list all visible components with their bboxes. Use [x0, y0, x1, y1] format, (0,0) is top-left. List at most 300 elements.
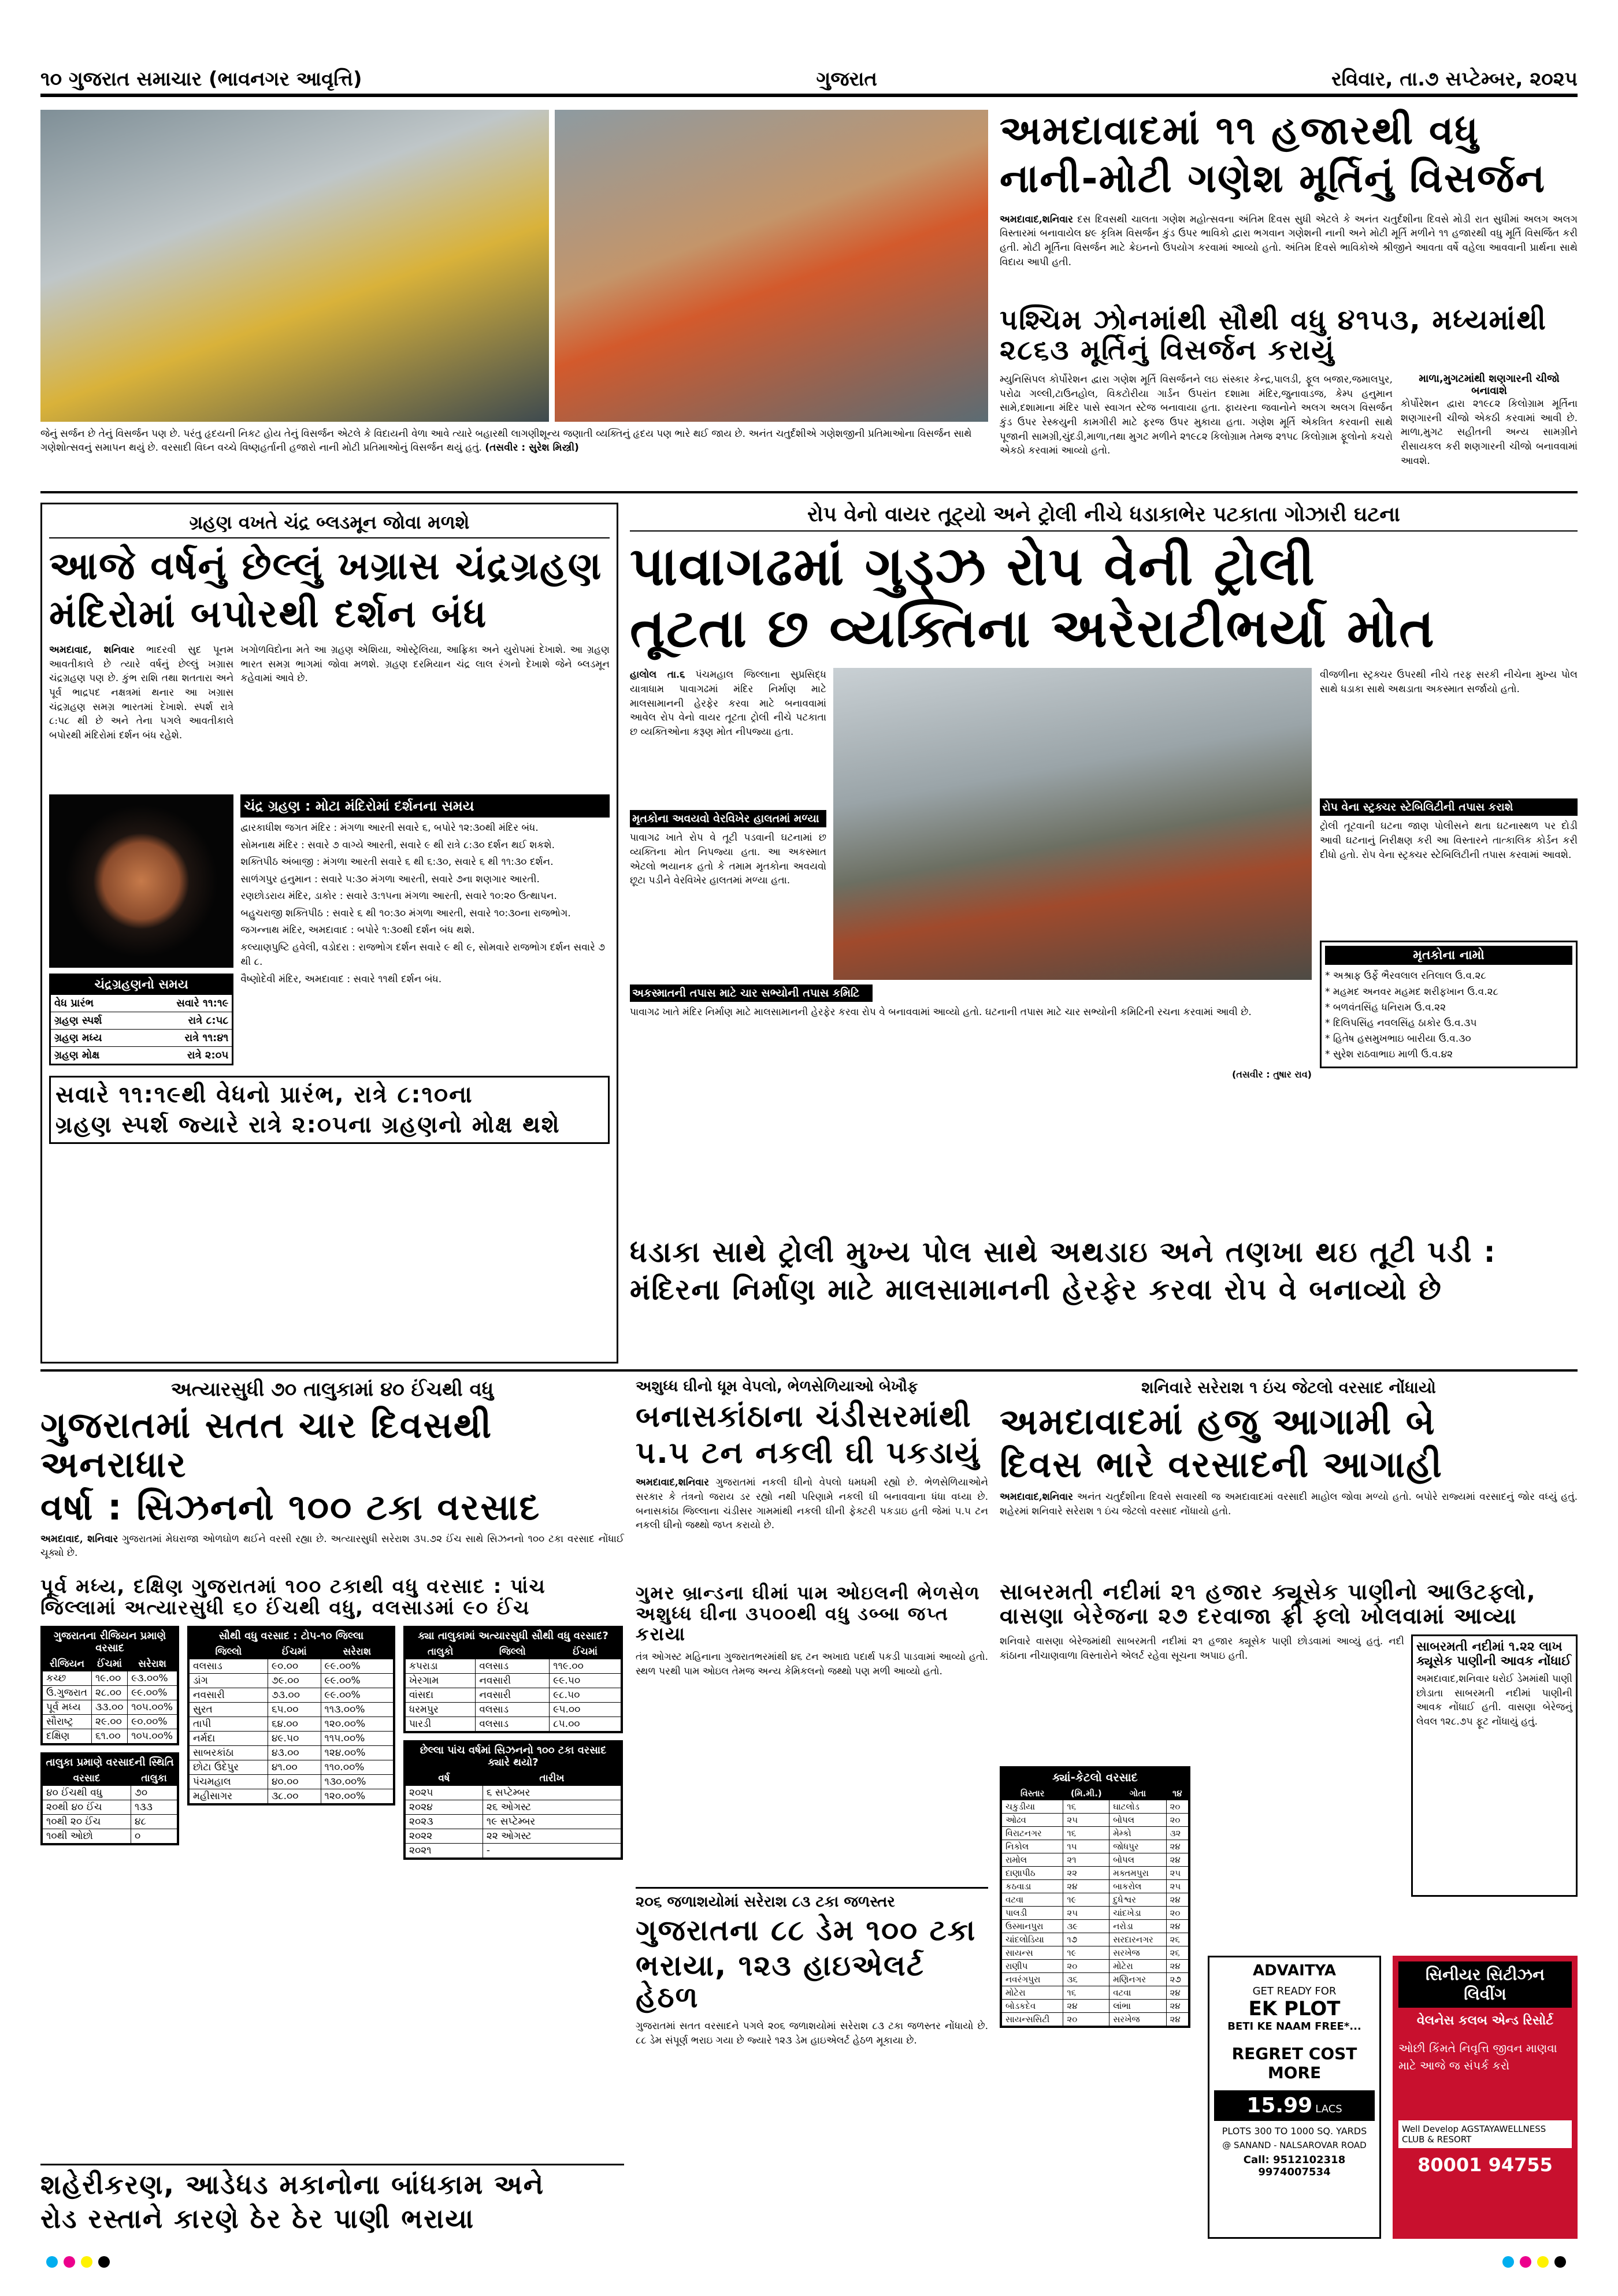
amd-rain-cell: ૨૪	[1166, 1853, 1188, 1866]
amd-rain-cell: ૧૬	[1063, 1986, 1109, 1999]
eclipse-timing-item: સોમનાથ મંદિર : સવારે ૭ વાગ્યે આરતી, સવારે ૯ થી રાત્રે ૮:૩૦ દર્શન થઈ શકશે.	[240, 839, 555, 851]
amd-rain-cell: ૨૪	[1063, 1999, 1109, 2012]
eclipse-body: અમદાવાદ, શનિવાર ભાદરવી સુદ પૂનમ આવતીકાલે છે ત્યારે વર્ષનું છેલ્લું ખગ્રાસ ચંદ્રગ્રહણ પણ છે. કુંભ રાશિ તથા શતતારા અને પૂર્વ ભાદ્રપદ નક્ષત્રમાં થનાર આ ખગ્રાસ ચંદ્રગ્રહણ સમગ્ર ભારતમાં દેખાશે. સ્પર્શ રાત્રે ૮:૫૮ થી છે અને તેના પગલે આવતીકાલે બપોરથી મંદિરોમાં દર્શન બંધ રહેશે.	[49, 644, 234, 742]
pavagadh-photo-credit: (તસવીર : તુષાર રાવ)	[1231, 1069, 1312, 1080]
amd-rain-cell: ૧૬	[1063, 1826, 1109, 1840]
yellow-dot	[81, 2256, 92, 2268]
ahmedabad-rain-table-title: ક્યાં-કેટલો વરસાદ	[1001, 1768, 1189, 1786]
district-cell: ૭૯.૦૦	[268, 1674, 321, 1688]
region-row	[43, 1729, 177, 1744]
district-cell: છોટા ઉદેપુર	[190, 1760, 268, 1775]
amd-rain-row	[1002, 1986, 1189, 1999]
ganesh-photos	[40, 110, 988, 422]
eclipse-timing-item: રણછોડરાય મંદિર, ડાકોર : સવારે ૩:૧૫ના મંગળા આરતી, સવારે ૧૦:૨૦ ઉત્થાપન.	[240, 890, 557, 902]
amd-rain-cell: ૩૬	[1063, 1972, 1109, 1986]
pavagadh-story	[630, 503, 1578, 1364]
ganesh-headline-2: નાની-મોટી ગણેશ મૂર્તિનું વિસર્જન	[1000, 155, 1546, 202]
rain-taluka-table	[40, 1752, 179, 1845]
victim-name: * સુરેશ રાઠવાભાઇ માળી ઉ.વ.૪૨	[1325, 1049, 1453, 1061]
amd-rain-row	[1002, 1999, 1189, 2012]
amd-rain-cell: મોટેરા	[1109, 1959, 1166, 1972]
district-cell: ૯૯.૦૦%	[321, 1674, 393, 1688]
taluka-top-cell: ખેરગામ	[406, 1674, 476, 1688]
amd-rain-cell: ૨૫	[1063, 1813, 1109, 1826]
amd-rain-row	[1002, 1813, 1189, 1826]
district-header: સરેરાશ	[321, 1645, 393, 1659]
eclipse-schedule-row	[51, 1046, 232, 1064]
ahmedabad-rain-subhead: સાબરમતી નદીમાં ૨૧ હજાર ક્યૂસેક પાણીનો આઉટફ્લો, વાસણા બેરેજના ૨૭ દરવાજા ફ્રી ફ્લો ખોલવામાં આવ્યા	[1000, 1579, 1537, 1629]
amd-rain-cell: કઠવાડા	[1002, 1879, 1063, 1893]
section-title: ગુજરાત	[816, 68, 877, 91]
region-cell: ૯૦.૦૦%	[128, 1715, 177, 1729]
ganesh-body-2: મ્યુનિસિપલ કોર્પોરેશન દ્વારા ગણેશ મૂર્તિ વિસર્જનને લઇ સંસ્કાર કેન્દ્ર,પાલડી, ફૂલ બજાર,જમાલપુર, પરોઢા ગલ્લી,ટાઉનહોલ, વિકટોરીયા ગાર્ડન ઉપરાંત દશામા મંદિર,જુનાવાડજ, કેમ્પ હનુમાન સામે,દશામાના મંદિર પાસે સ્વાગત સ્ટેજ બનાવાયા હતા. ફાયરના જવાનોને અલગ અલગ વિસર્જન કુંડ ઉપર રેસ્કયુની કામગીરી માટે ફરજ ઉપર મુકાયા હતા. ગણેશ મૂર્તિ એકત્રિત કરવાની સાથે પૂજાની સામગ્રી,ચુંદડી,માળા,તથા મુગટ મળીને ૨૧૯૮૨ કિલોગ્રામ તેમજ ૨૧૫૮ કિલોગ્રામ ફૂલોનો કચરો એકઠો કરવામાં આવ્યો હતો.	[1000, 374, 1393, 457]
cyan-dot	[1502, 2256, 1514, 2268]
amd-rain-cell: સાયન્સ	[1002, 1946, 1063, 1959]
amd-rain-row	[1002, 1800, 1189, 1813]
history-header-row	[406, 1771, 621, 1786]
victim-name: * બળવંતસિંહ ધનિરામ ઉ.વ.૨૨	[1325, 1001, 1446, 1013]
amd-rain-cell: લાંભા	[1109, 1999, 1166, 2012]
rain-body: અમદાવાદ, શનિવાર ગુજરાતમાં મેઘરાજા ઓળઘોળ થઈને વરસી રહ્યા છે. અત્યારસુધી સરેરાશ ૩૫.૭૨ ઈંચ સાથે સિઝનનો ૧૦૦ ટકા વરસાદ નોંધાઈ ચૂક્યો છે.	[40, 1533, 624, 1559]
plot-ad-line-3: BETI KE NAAM FREE*...	[1227, 2020, 1361, 2033]
district-cell: ૧૧૫.૦૦%	[321, 1732, 393, 1746]
amd-rain-cell: ૨૦	[1166, 1906, 1188, 1919]
district-cell: નર્મદા	[190, 1732, 268, 1746]
plot-ad-phone: Call: 9512102318 9974007534	[1243, 2154, 1346, 2178]
eclipse-schedule-row	[51, 1012, 232, 1029]
rain-history-title: છેલ્લા પાંચ વર્ષમાં સિઝનનો ૧૦૦ ટકા વરસાદ ક્યારે થયો?	[405, 1742, 621, 1771]
amd-rain-cell: નવરંગપુરા	[1002, 1972, 1063, 1986]
eclipse-schedule-row	[51, 1029, 232, 1046]
ahmedabad-rain-kicker: શનિવારે સરેરાશ ૧ ઇંચ જેટલો વરસાદ નોંધાયો	[1141, 1378, 1436, 1397]
amd-rain-row	[1002, 1972, 1189, 1986]
eclipse-schedule-title: ચંદ્રગ્રહણનો સમય	[51, 975, 232, 994]
district-cell: ૬૫.૦૦	[268, 1703, 321, 1717]
amd-rain-cell: ઉસ્માનપુરા	[1002, 1919, 1063, 1933]
amd-rain-row	[1002, 1919, 1189, 1933]
history-row	[406, 1844, 621, 1858]
amd-rain-cell: ૨૭	[1166, 1972, 1188, 1986]
ghee-headline-2: ૫.૫ ટન નકલી ઘી પકડાયું	[636, 1436, 981, 1471]
history-cell: ૨૦૨૨	[406, 1829, 483, 1844]
history-cell: ૨૦૨૩	[406, 1815, 483, 1829]
region-cell: ઉ.ગુજરાત	[43, 1686, 92, 1700]
eclipse-schedule-value: રાત્રે ૧૧:૪૧	[184, 1032, 229, 1045]
region-cell: ૯૩.૦૦%	[128, 1671, 177, 1686]
taluka-cell: ૪૦ ઈંચથી વધુ	[43, 1786, 131, 1800]
amd-rain-cell: બોપલ	[1109, 1853, 1166, 1866]
resort-ad-phone: 80001 94755	[1417, 2154, 1553, 2176]
district-header-row	[190, 1645, 394, 1659]
taluka-top-row	[406, 1703, 621, 1717]
district-cell: ૪૯.૫૦	[268, 1732, 321, 1746]
eclipse-timing-item: કલ્યાણપુષ્ટિ હવેલી, વડોદરા : રાજભોગ દર્શન સવારે ૯ થી ૯, સોમવારે રાજભોગ દર્શન સવારે ૭ થી ૮.	[240, 941, 606, 968]
region-row	[43, 1715, 177, 1729]
region-cell: દક્ષિણ	[43, 1729, 92, 1744]
taluka-cell: ૧૦થી ૨૦ ઈંચ	[43, 1815, 131, 1829]
amd-rain-row	[1002, 1946, 1189, 1959]
amd-rain-cell: સાયન્સસિટી	[1002, 2012, 1063, 2026]
pavagadh-body-3: પાવાગઢ ખાતે મંદિર નિર્માણ માટે માલસામાનની હેરફેર કરવા રોપ વે બનાવવામાં આવ્યો હતો. ઘટનાની તપાસ માટે ચાર સભ્યોની કમિટિની રચના કરવામાં આવી છે.	[630, 1006, 1252, 1019]
magenta-dot	[64, 2256, 75, 2268]
taluka-top-cell: કપરાડા	[406, 1659, 476, 1674]
amd-rain-cell: ૨૪	[1166, 1893, 1188, 1906]
amd-rain-cell: વિરાટનગર	[1002, 1826, 1063, 1840]
ahmedabad-rain-headline-2: દિવસ ભારે વરસાદની આગાહી	[1000, 1443, 1443, 1486]
amd-rain-cell: ૧૯	[1063, 1893, 1109, 1906]
district-cell: ૧૨૪.૦૦%	[321, 1746, 393, 1760]
ganesh-photo-caption: જેનું સર્જન છે તેનું વિસર્જન પણ છે. પરંતુ હૃદયની નિકટ હોય તેનું વિસર્જન એટલે કે વિદાયની વેળા આવે ત્યારે બહારથી લાગણીશૂન્ય જણાતી વ્યક્તિનું હૃદય પણ ભારે થઈ જાય છે. અનંત ચતુર્દશીએ ગણેશજીની પ્રતિમાઓના વિસર્જન સાથે ગણેશોત્સવનું સમાપન થયું છે. વરસાદી વિઘ્ન વચ્ચે વિષ્ણહર્તાની હજારો નાની મોટી પ્રતિમાઓનું વિસર્જન થયું હતું. (તસવીર : સુરેશ મિસ્ત્રી)	[40, 428, 972, 454]
history-cell: ૨૦૨૪	[406, 1800, 483, 1815]
history-cell: ૧૯ સપ્ટેમ્બર	[483, 1815, 621, 1829]
amd-rain-cell: રામોલ	[1002, 1853, 1063, 1866]
taluka-cell: ૭૦	[131, 1786, 177, 1800]
rain-region-title: ગુજરાતના રીજિયન પ્રમાણે વરસાદ	[42, 1628, 177, 1656]
dam-headline-1: ગુજરાતના ૮૮ ડેમ ૧૦૦ ટકા	[636, 1913, 977, 1947]
pavagadh-subhead-2: અકસ્માતની તપાસ માટે ચાર સભ્યોની તપાસ કમિટિ	[630, 984, 873, 1002]
taluka-cell: ૧૩૩	[131, 1800, 177, 1815]
rain-headline-1: ગુજરાતમાં સતત ચાર દિવસથી અનરાધાર	[40, 1404, 493, 1486]
page-header	[40, 65, 1578, 97]
taluka-top-row	[406, 1688, 621, 1703]
plot-ad[interactable]	[1208, 1956, 1381, 2239]
eclipse-body-2: ખગોળવિદોના મતે આ ગ્રહણ એશિયા, ઓસ્ટ્રેલિયા, આફ્રિકા અને યુરોપમાં દેખાશે. આ ગ્રહણ ભારત સમગ્ર ભાગમાં જોવા મળશે. ગ્રહણ દરમિયાન ચંદ્ર લાલ રંગનો દેખાશે જેને બ્લડમૂન કહેવામાં આવે છે.	[240, 644, 610, 685]
issue-date: રવિવાર, તા.૭ સપ્ટેમ્બર, ૨૦૨૫	[1331, 68, 1578, 91]
amd-rain-row	[1002, 1866, 1189, 1879]
taluka-top-row	[406, 1717, 621, 1732]
pavagadh-side-body: વીજળીના સ્ટ્રક્ચર ઉપરથી નીચે તરફ સરકી નીચેના મુખ્ય પોલ સાથે ધડાકા સાથે અથડાતા અકસ્માત સર્જાયો હતો.	[1320, 669, 1578, 696]
eclipse-schedule-label: ગ્રહણ સ્પર્શ	[54, 1015, 102, 1027]
ganesh-subhead: પશ્ચિમ ઝોનમાંથી સૌથી વધુ ૪૧૫૩, મધ્યમાંથી ૨૮૬૩ મૂર્તિનું વિસર્જન કરાયું	[1000, 303, 1547, 367]
taluka-row	[43, 1829, 177, 1844]
taluka-top-cell: નવસારી	[476, 1688, 550, 1703]
district-row	[190, 1717, 394, 1732]
rain-taluka-title: તાલુકા પ્રમાણે વરસાદની સ્થિતિ	[42, 1754, 177, 1771]
amd-rain-cell: ચાંદલોડિયા	[1002, 1933, 1063, 1946]
region-cell: પૂર્વ મધ્ય	[43, 1700, 92, 1715]
ghee-body: અમદાવાદ,શનિવાર ગુજરાતમાં નકલી ઘીનો વેપલો ધમધમી રહ્યો છે. ભેળસેળિયાઓને સરકાર કે તંત્રનો જરાય ડર રહ્યો નથી પરિણામે નકલી ઘી બનાવવાના ધંધા વધ્યા છે. બનાસકાંઠા જિલ્લાના ચંડીસર ગામમાંથી નકલી ઘીની ફેક્ટરી પકડાઇ હતી જેમાં ૫.૫ ટન નકલી ઘીનો જથ્થો જપ્ત કરાયો છે.	[636, 1477, 988, 1532]
amd-rain-cell: ૨૦	[1063, 2012, 1109, 2026]
pavagadh-side-body-2: ટ્રોલી તૂટવાની ઘટના જાણ પોલીસને થતા ઘટનાસ્થળ પર દોડી આવી ઘટનાનું નિરીક્ષણ કરી આ વિસ્તારને તાત્કાલિક કોર્ડન કરી દીધો હતો. રોપ વેના સ્ટ્રક્ચર સ્ટેબિલિટીની તપાસ કરવામાં આવશે.	[1320, 820, 1578, 861]
eclipse-timing-item: વૈષ્ણોદેવી મંદિર, અમદાવાદ : સવારે ૧૧થી દર્શન બંધ.	[240, 973, 442, 985]
history-row	[406, 1786, 621, 1800]
amd-rain-row	[1002, 1826, 1189, 1840]
amd-rain-cell: ૨૪	[1166, 2012, 1188, 2026]
taluka-cell: ૦	[131, 1829, 177, 1844]
dam-kicker: ૨૦૬ જળાશયોમાં સરેરાશ ૮૩ ટકા જળસ્તર	[636, 1893, 895, 1911]
eclipse-timings-title: ચંદ્ર ગ્રહણ : મોટા મંદિરોમાં દર્શનના સમય	[240, 794, 610, 818]
region-cell: ૧૦૫.૦૦%	[128, 1700, 177, 1715]
amd-rain-header: વિસ્તાર	[1002, 1786, 1063, 1800]
district-cell: ૧૨૦.૦૦%	[321, 1717, 393, 1732]
district-cell: પંચમહાલ	[190, 1775, 268, 1789]
taluka-top-cell: વલસાડ	[476, 1717, 550, 1732]
ghee-body-2: તંત્ર ઓગસ્ટ મહિનાના ગુજરાતભરમાંથી ૪૬ ટન અખાદ્ય પદાર્થ પકડી પાડવામાં આવ્યો હતો. સ્થળ પરથી પામ ઓઇલ તેમજ અન્ય કેમિકલનો જથ્થો પણ મળી આવ્યો હતો.	[636, 1651, 988, 1677]
eclipse-schedule-label: ગ્રહણ મોક્ષ	[54, 1049, 100, 1062]
amd-rain-cell: બાકરોલ	[1109, 1879, 1166, 1893]
amd-rain-cell: ચાંદખેડા	[1109, 1906, 1166, 1919]
resort-ad[interactable]	[1393, 1956, 1578, 2239]
victim-name: * દિલિપસિંહ નવલસિંહ ઠાકોર ઉ.વ.૩૫	[1325, 1017, 1477, 1029]
district-row	[190, 1688, 394, 1703]
pavagadh-headline-1: પાવાગઢમાં ગુડ્ઝ રોપ વેની ટ્રોલી	[630, 536, 1316, 597]
black-dot	[1554, 2256, 1566, 2268]
plot-ad-plots: PLOTS 300 TO 1000 SQ. YARDS	[1222, 2126, 1367, 2137]
amd-rain-cell: ૨૬	[1166, 1946, 1188, 1959]
district-row	[190, 1775, 394, 1789]
ahmedabad-rain-headline-1: અમદાવાદમાં હજુ આગામી બે	[1000, 1400, 1436, 1443]
ahmedabad-rain-story	[1000, 1378, 1578, 2245]
taluka-top-cell: ધરમપુર	[406, 1703, 476, 1717]
ghee-headline-1: બનાસકાંઠાના ચંડીસરમાંથી	[636, 1399, 972, 1434]
ganesh-photo-crane	[40, 110, 549, 422]
district-row	[190, 1674, 394, 1688]
eclipse-schedule-value: રાત્રે ૮:૫૮	[188, 1015, 229, 1027]
region-header: ઈંચમાં	[91, 1657, 127, 1671]
ahmedabad-rain-sidebox	[1411, 1634, 1578, 1897]
amd-rain-cell: બોપલ	[1109, 1813, 1166, 1826]
district-row	[190, 1659, 394, 1674]
amd-rain-row	[1002, 2012, 1189, 2026]
ghee-story	[636, 1378, 988, 2245]
rain-banner-2: રોડ રસ્તાને કારણે ઠેર ઠેર પાણી ભરાયા	[40, 2202, 475, 2234]
district-row	[190, 1746, 394, 1760]
taluka-top-header: જિલ્લો	[476, 1645, 550, 1659]
district-cell: ડાંગ	[190, 1674, 268, 1688]
ganesh-sidebox-body: કોર્પોરેશન દ્વારા ૨૧૯૮૨ કિલોગ્રામ મૂર્તિના શણગારની ચીજો એકઠી કરવામાં આવી છે. માળા,મુગટ સહીતની અન્ય સામગ્રીને રીસાયકલ કરી શણગારની ચીજો બનાવવામાં આવશે.	[1401, 398, 1578, 467]
amd-rain-cell: ૨૧	[1063, 1853, 1109, 1866]
district-cell: મહીસાગર	[190, 1789, 268, 1804]
eclipse-timing-item: જગન્નાથ મંદિર, અમદાવાદ : બપોરે ૧:૩૦થી દર્શન બંધ થશે.	[240, 924, 475, 937]
amd-rain-cell: દાણાપીઠ	[1002, 1866, 1063, 1879]
magenta-dot	[1520, 2256, 1531, 2268]
amd-rain-cell: ૨૪	[1063, 1879, 1109, 1893]
region-cell: સૌરાષ્ટ્ર	[43, 1715, 92, 1729]
district-cell: ૯૯.૦૦%	[321, 1659, 393, 1674]
taluka-top-header: ઈંચમાં	[550, 1645, 621, 1659]
eclipse-timing-item: બહુચરાજી શક્તિપીઠ : સવારે ૬ થી ૧૦:૩૦ મંગળા આરતી, સવારે ૧૦:૩૦ના રાજભોગ.	[240, 907, 571, 919]
ahmedabad-rain-sidebox-title: સાબરમતી નદીમાં ૧.૨૨ લાખ ક્યૂસેક પાણીની આવક નોંધાઈ	[1416, 1639, 1572, 1669]
history-row	[406, 1800, 621, 1815]
district-cell: ૪૩.૦૦	[268, 1746, 321, 1760]
taluka-top-cell: વાંસદા	[406, 1688, 476, 1703]
amd-rain-cell: ૨૦	[1166, 1800, 1188, 1813]
ganesh-photo-crowd	[555, 110, 988, 422]
amd-rain-cell: ૨૪	[1166, 1999, 1188, 2012]
eclipse-headline-2: મંદિરોમાં બપોરથી દર્શન બંધ	[49, 591, 488, 636]
ganesh-photo-credit: (તસવીર : સુરેશ મિસ્ત્રી)	[485, 441, 579, 454]
district-cell: તાપી	[190, 1717, 268, 1732]
yellow-dot	[1537, 2256, 1549, 2268]
eclipse-headline-1: આજે વર્ષનું છેલ્લું ખગ્રાસ ચંદ્રગ્રહણ	[49, 544, 603, 588]
amd-rain-cell: ૧૫	[1063, 1840, 1109, 1853]
pavagadh-victims-title: મૃતકોના નામો	[1325, 946, 1572, 965]
region-header-row	[43, 1657, 177, 1671]
history-cell: ૬ સપ્ટેમ્બર	[483, 1786, 621, 1800]
amd-rain-header: (મિ.મી.)	[1063, 1786, 1109, 1800]
district-header: ઈંચમાં	[268, 1645, 321, 1659]
district-row	[190, 1732, 394, 1746]
amd-rain-cell: ચકુડીયા	[1002, 1800, 1063, 1813]
taluka-row	[43, 1786, 177, 1800]
amd-rain-row	[1002, 1959, 1189, 1972]
ghee-subhead: ગુમર બ્રાન્ડના ઘીમાં પામ ઓઇલની ભેળસેળ અશુધ્ધ ઘીના ૩૫૦૦થી વધુ ડબ્બા જપ્ત કરાયા	[636, 1582, 981, 1645]
history-cell: ૨૦૨૧	[406, 1844, 483, 1858]
black-dot	[98, 2256, 110, 2268]
amd-rain-row	[1002, 1840, 1189, 1853]
rain-taluka-top-title: ક્યા તાલુકામાં અત્યારસુધી સૌથી વધુ વરસાદ?	[405, 1628, 621, 1644]
amd-rain-cell: ૨૪	[1166, 1986, 1188, 1999]
district-cell: ૧૧૩.૦૦%	[321, 1703, 393, 1717]
ahmedabad-rain-body: અમદાવાદ,શનિવાર અનંત ચતુર્દશીના દિવસે સવારથી જ અમદાવાદમાં વરસાદી માહોલ જોવા મળ્યો હતો. બપોરે રાજ્યમાં વરસાદનું જોર વધ્યું હતું. શહેરમાં શનિવારે સરેરાશ ૧ ઇંચ જેટલો વરસાદ નોંધાયો હતો.	[1000, 1491, 1578, 1518]
taluka-top-cell: વલસાડ	[476, 1659, 550, 1674]
pavagadh-body-2: પાવાગઢ ખાતે રોપ વે તૂટી પડવાની ઘટનામાં છ વ્યક્તિના મોત નિપજ્યા હતા. આ અકસ્માત એટલો ભયાનક હતો કે તમામ મૃતકોના અવયવો છૂટા પડીને વેરવિખેર હાલતમાં મળ્યા હતા.	[630, 832, 826, 887]
resort-ad-footer: Well Develop AGSTAYAWELLNESS CLUB & RESORT	[1398, 2120, 1572, 2148]
eclipse-timings	[240, 794, 610, 1065]
history-cell: ૨૨ ઓગસ્ટ	[483, 1829, 621, 1844]
district-cell: ૯૯.૦૦%	[321, 1688, 393, 1703]
district-cell: વલસાડ	[190, 1659, 268, 1674]
resort-ad-sub: વેલનેસ કલબ એન્ડ રિસોર્ટ	[1416, 2013, 1554, 2028]
dam-body: ગુજરાતમાં સતત વરસાદને પગલે ૨૦૬ જળાશયોમાં સરેરાશ ૮૩ ટકા જળસ્તર નોંધાયો છે. ૮૮ ડેમ સંપૂર્ણ ભરાઇ ગયા છે જ્યારે ૧૨૩ ડેમ હાઇએલર્ટ હેઠળ મૂકાયા છે.	[636, 2020, 988, 2046]
taluka-top-cell: ૯૫.૦૦	[550, 1703, 621, 1717]
district-cell: ૪૦.૦૦	[268, 1775, 321, 1789]
amd-rain-cell: મોટેરા	[1002, 1986, 1063, 1999]
pavagadh-subhead-1: મૃતકોના અવયવો વેરવિખેર હાલતમાં મળ્યા	[630, 810, 826, 827]
history-row	[406, 1815, 621, 1829]
amd-rain-cell: પાલડી	[1002, 1906, 1063, 1919]
amd-rain-cell: ૧૯	[1063, 1946, 1109, 1959]
ahmedabad-rain-sidebox-body: અમદાવાદ,શનિવાર ધરોઈ ડેમમાંથી પાણી છોડાતા સાબરમતી નદીમાં પાણીની આવક નોંધાઈ હતી. વાસણા બેરેજનું લેવલ ૧૨૮.૭૫ ફૂટ નોંધાયું હતું.	[1416, 1673, 1572, 1727]
amd-rain-cell: મણિનગર	[1109, 1972, 1166, 1986]
amd-rain-cell: ૨૪	[1166, 1919, 1188, 1933]
ghee-kicker: અશુધ્ધ ઘીનો ધૂમ વેપલો, ભેળસેળિયાઓ બેખૌફ	[636, 1378, 918, 1395]
eclipse-schedule-value: રાત્રે ૨:૦૫	[187, 1049, 229, 1062]
history-row	[406, 1829, 621, 1844]
taluka-cell: ૧૦થી ઓછો	[43, 1829, 131, 1844]
eclipse-timing-item: સાળંગપુર હનુમાન : સવારે ૫:૩૦ મંગળા આરતી, સવારે ૭ના શણગાર આરતી.	[240, 873, 540, 885]
district-cell: નવસારી	[190, 1688, 268, 1703]
amd-rain-cell: ઘાટલોડ	[1109, 1800, 1166, 1813]
amd-rain-cell: ૨૫	[1166, 1879, 1188, 1893]
amd-rain-cell: ૧૭	[1063, 1933, 1109, 1946]
district-cell: ૭૩.૦૦	[268, 1688, 321, 1703]
pavagadh-photo	[833, 668, 1312, 980]
region-row	[43, 1700, 177, 1715]
region-row	[43, 1686, 177, 1700]
pavagadh-kicker: રોપ વેનો વાયર તૂટ્યો અને ટ્રોલી નીચે ધડાકાભેર પટકાતા ગોઝારી ઘટના	[630, 503, 1578, 532]
rain-kicker: અત્યારસુધી ૭૦ તાલુકામાં ૪૦ ઈંચથી વધુ	[170, 1378, 494, 1401]
plot-ad-line-4: REGRET COST MORE	[1231, 2044, 1357, 2082]
amd-rain-row	[1002, 1853, 1189, 1866]
amd-rain-row	[1002, 1906, 1189, 1919]
plot-ad-line-2: EK PLOT	[1248, 1997, 1341, 2020]
region-cell: કચ્છ	[43, 1671, 92, 1686]
plot-ad-location: @ SANAND - NALSAROVAR ROAD	[1222, 2140, 1367, 2150]
amd-rain-cell: રાણીપ	[1002, 1959, 1063, 1972]
taluka-top-header: તાલુકો	[406, 1645, 476, 1659]
victim-name: * હિતેષ હસમુખભાઇ બારીયા ઉ.વ.૩૦	[1325, 1033, 1471, 1045]
taluka-header: તાલુકા	[131, 1771, 177, 1786]
eclipse-timing-item: દ્વારકાધીશ જગત મંદિર : મંગળા આરતી સવારે ૬, બપોરે ૧૨:૩૦થી મંદિર બંધ.	[240, 822, 539, 834]
eclipse-kicker: ગ્રહણ વખતે ચંદ્ર બ્લડમૂન જોવા મળશે	[49, 511, 610, 538]
district-cell: સાબરકાંઠા	[190, 1746, 268, 1760]
district-cell: ૬૪.૦૦	[268, 1717, 321, 1732]
amd-rain-cell: ૨૦	[1063, 1959, 1109, 1972]
region-cell: ૨૯.૦૦	[91, 1715, 127, 1729]
district-cell: ૧૩૦.૦૦%	[321, 1775, 393, 1789]
taluka-top-cell: ૯૯.૫૦	[550, 1674, 621, 1688]
district-cell: સુરત	[190, 1703, 268, 1717]
region-cell: ૯૯.૦૦%	[128, 1686, 177, 1700]
amd-rain-cell: દુધેશ્વર	[1109, 1893, 1166, 1906]
history-header: તારીખ	[483, 1771, 621, 1786]
rain-history-table	[403, 1740, 623, 1860]
amd-rain-row	[1002, 1933, 1189, 1946]
ganesh-story	[1000, 110, 1578, 485]
resort-ad-title: સિનીયર સિટીઝન લિવીંગ	[1398, 1961, 1572, 2008]
region-cell: ૨૮.૦૦	[91, 1686, 127, 1700]
history-cell: -	[483, 1844, 621, 1858]
amd-rain-header-row	[1002, 1786, 1189, 1800]
pavagadh-banner-2: મંદિરના નિર્માણ માટે માલસામાનની હેરફેર કરવા રોપ વે બનાવ્યો છે	[630, 1273, 1442, 1306]
ganesh-sidebox	[1401, 373, 1578, 467]
amd-rain-cell: બોડકદેવ	[1002, 1999, 1063, 2012]
amd-rain-cell: ૨૦	[1166, 1813, 1188, 1826]
amd-rain-cell: મક્તમપુરા	[1109, 1866, 1166, 1879]
district-cell: ૧૧૦.૦૦%	[321, 1760, 393, 1775]
pavagadh-body: હાલોલ તા.૬ પંચમહાલ જિલ્લાના સુપ્રસિદ્ધ યાત્રાધામ પાવાગઢમાં મંદિર નિર્માણ માટે માલસામાનની હેરફેર કરવા માટે બનાવવામાં આવેલ રોપ વેનો વાયર તૂટતા ટ્રોલી નીચે પટકાતા છ વ્યક્તિઓના કરૂણ મોત નીપજ્યા હતા.	[630, 669, 826, 738]
region-header: રીજિયન	[43, 1657, 92, 1671]
region-cell: ૩૩.૦૦	[91, 1700, 127, 1715]
divider	[40, 491, 1578, 493]
pavagadh-victims	[1320, 941, 1578, 1068]
amd-rain-cell: સરખેજ	[1109, 2012, 1166, 2026]
district-header: જિલ્લો	[190, 1645, 268, 1659]
amd-rain-cell: ૧૬	[1063, 1800, 1109, 1813]
victim-name: * મહમદ અનવર મહમદ શરીફખાન ઉ.વ.૨૮	[1325, 986, 1498, 998]
rain-subhead: પૂર્વ મધ્ય, દક્ષિણ ગુજરાતમાં ૧૦૦ ટકાથી વધુ વરસાદ : પાંચ જિલ્લામાં અત્યારસુધી ૬૦ ઈંચથી વધુ, વલસાડમાં ૯૦ ઈંચ	[40, 1574, 546, 1619]
taluka-cell: ૪૮	[131, 1815, 177, 1829]
amd-rain-cell: વટવા	[1109, 1986, 1166, 1999]
taluka-header-row	[43, 1771, 177, 1786]
eclipse-schedule	[49, 974, 233, 1065]
amd-rain-cell: નિકોલ	[1002, 1840, 1063, 1853]
taluka-cell: ૨૦થી ૪૦ ઈંચ	[43, 1800, 131, 1815]
amd-rain-cell: વટવા	[1002, 1893, 1063, 1906]
eclipse-schedule-row	[51, 994, 232, 1012]
district-row	[190, 1703, 394, 1717]
amd-rain-cell: સરખેજ	[1109, 1946, 1166, 1959]
pavagadh-banner-1: ધડાકા સાથે ટ્રોલી મુખ્ય પોલ સાથે અથડાઇ અને તણખા થઇ તૂટી પડી :	[630, 1235, 1497, 1269]
pavagadh-headline-2: તૂટતા છ વ્યક્તિના અરેરાટીભર્યા મોત	[630, 597, 1435, 660]
amd-rain-cell: મેમ્કો	[1109, 1826, 1166, 1840]
taluka-top-row	[406, 1659, 621, 1674]
divider	[40, 1369, 1578, 1372]
rain-story	[40, 1378, 624, 2245]
rain-taluka-top-table	[403, 1626, 623, 1733]
plot-ad-price: 15.99 LACS	[1214, 2090, 1375, 2121]
rain-region-table	[40, 1626, 179, 1745]
eclipse-story	[40, 503, 618, 1364]
eclipse-timing-item: શક્તિપીઠ અંબાજી : મંગળા આરતી સવારે ૬ થી ૬:૩૦, સવારે ૬ થી ૧૧:૩૦ દર્શન.	[240, 856, 554, 868]
dam-headline-2: ભરાયા, ૧૨૩ હાઇએલર્ટ હેઠળ	[636, 1948, 925, 2014]
ganesh-body: અમદાવાદ,શનિવાર દસ દિવસથી ચાલતા ગણેશ મહોત્સવના અંતિમ દિવસ સુધી એટલે કે અનંત ચતુર્દશીના દિવસે મોડી રાત સુધીમાં અલગ અલગ વિસ્તારમાં બનાવાયેલ ૪૯ કૃત્રિમ વિસર્જન કુંડ ઉપર ભાવિકો દ્વારા ભગવાન ગણેશની નાની અને મોટી મૂર્તિ મળીને ૧૧ હજારથી વધુ મૂર્તિ વિસર્જિત કરી હતી. મોટી મૂર્તિના વિસર્જન માટે ક્રેઇનનો ઉપયોગ કરવામાં આવ્યો હતો. અંતિમ દિવસે ભાવિકોએ શ્રીજીને આવતા વર્ષે વહેલા આવવાની પ્રાર્થના સાથે વિદાય આપી હતી.	[1000, 213, 1578, 268]
amd-rain-cell: સરદારનગર	[1109, 1933, 1166, 1946]
taluka-row	[43, 1800, 177, 1815]
district-cell: ૧૨૦.૦૦%	[321, 1789, 393, 1804]
region-row	[43, 1671, 177, 1686]
